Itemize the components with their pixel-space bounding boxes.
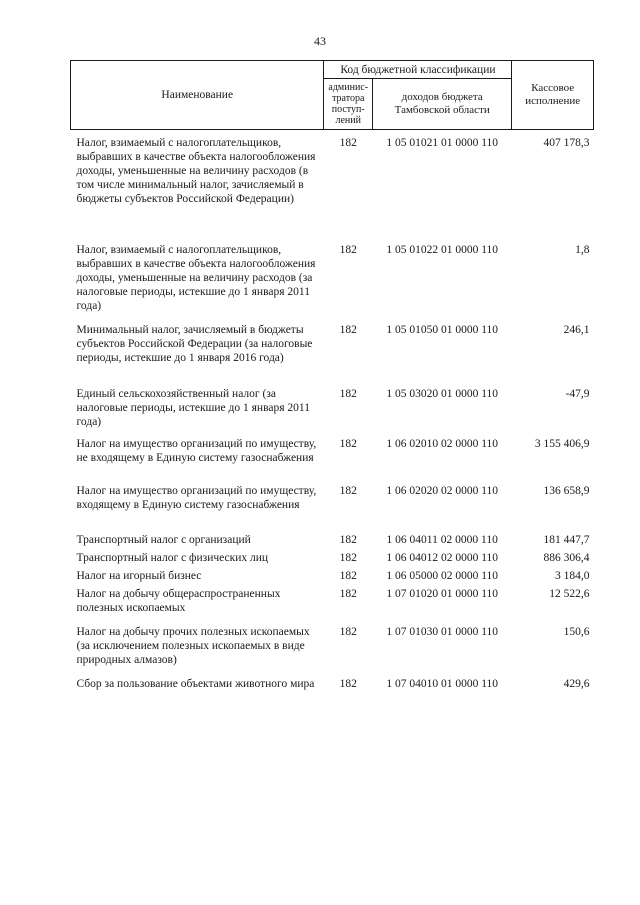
table-row (71, 237, 594, 317)
table-row (71, 671, 594, 707)
cell-name: Минимальный налог, зачисляемый в бюджеты субъектов Российской Федерации (за налоговые периоды, истекшие до 1 января 2016 года) (76, 323, 313, 364)
cell-admin: 182 (339, 323, 357, 336)
cell-value: 429,6 (563, 677, 590, 690)
header-name: Наименование (71, 61, 324, 130)
budget-table (70, 60, 594, 707)
cell-name: Налог, взимаемый с налогоплательщиков, выбравших в качестве объекта налогообложения доходы, уменьшенные на величину расходов (за налоговые периоды, истекшие до 1 января 2011 года) (76, 243, 316, 312)
table-header (71, 61, 594, 130)
cell-name: Налог на игорный бизнес (76, 569, 202, 582)
cell-admin: 182 (339, 484, 357, 497)
cell-admin: 182 (339, 569, 357, 582)
cell-code: 1 06 05000 02 0000 110 (386, 569, 499, 582)
cell-name: Налог на добычу общераспространенных полезных ископаемых (76, 587, 281, 614)
cell-code: 1 05 03020 01 0000 110 (386, 387, 499, 400)
cell-name: Транспортный налог с физических лиц (76, 551, 269, 564)
cell-name: Единый сельскохозяйственный налог (за налоговые периоды, истекшие до 1 января 2011 года) (76, 387, 310, 428)
cell-code: 1 07 04010 01 0000 110 (386, 677, 499, 690)
cell-value: 181 447,7 (543, 533, 590, 546)
cell-admin: 182 (339, 551, 357, 564)
table-row (71, 619, 594, 671)
table-row (71, 317, 594, 381)
cell-value: 3 184,0 (555, 569, 590, 582)
cell-code: 1 06 02020 02 0000 110 (386, 484, 499, 497)
table-row (71, 567, 594, 585)
header-admin: админис-тратора поступ-лений (324, 79, 373, 130)
cell-name: Налог, взимаемый с налогоплательщиков, выбравших в качестве объекта налогообложения доходы, уменьшенные на величину расходов (в том числе минимальный налог, зачисляемый в бюджеты субъектов Российской Федерации) (76, 137, 316, 205)
cell-name: Налог на имущество организаций по имуществу, не входящему в Единую систему газоснабжения (76, 437, 317, 464)
cell-value: 407 178,3 (543, 137, 590, 149)
cell-value: 136 658,9 (543, 484, 590, 497)
cell-admin: 182 (339, 243, 357, 256)
cell-name: Сбор за пользование объектами животного мира (76, 677, 315, 690)
cell-admin: 182 (339, 387, 357, 400)
table-body (71, 130, 594, 707)
page-number: 43 (314, 34, 326, 48)
cell-code: 1 07 01030 01 0000 110 (386, 625, 499, 638)
cell-code: 1 07 01020 01 0000 110 (386, 587, 499, 600)
cell-code: 1 06 04012 02 0000 110 (386, 551, 499, 564)
cell-name: Налог на добычу прочих полезных ископаемых (за исключением полезных ископаемых в виде природных алмазов) (76, 625, 310, 666)
cell-code: 1 06 02010 02 0000 110 (386, 437, 499, 450)
table-row (71, 431, 594, 478)
cell-name: Налог на имущество организаций по имуществу, входящему в Единую систему газоснабжения (76, 484, 317, 511)
header-income: доходов бюджета Тамбовской области (373, 79, 512, 130)
table-row (71, 381, 594, 431)
cell-admin: 182 (339, 533, 357, 546)
cell-value: 12 522,6 (549, 587, 590, 600)
cell-value: 246,1 (563, 323, 590, 336)
cell-value: 150,6 (563, 625, 590, 638)
table-row (71, 549, 594, 567)
cell-value: 886 306,4 (543, 551, 590, 564)
cell-admin: 182 (339, 625, 357, 638)
cell-admin: 182 (339, 677, 357, 690)
cell-value: 1,8 (575, 243, 590, 256)
table-row (71, 478, 594, 531)
header-code-group: Код бюджетной классификации (324, 61, 512, 79)
cell-value: 3 155 406,9 (534, 437, 590, 450)
cell-code: 1 05 01021 01 0000 110 (386, 137, 499, 149)
cell-admin: 182 (339, 437, 357, 450)
cell-admin: 182 (339, 137, 357, 149)
cell-code: 1 06 04011 02 0000 110 (386, 533, 498, 546)
cell-admin: 182 (339, 587, 357, 600)
table-row (71, 531, 594, 549)
cell-name: Транспортный налог с организаций (76, 533, 251, 546)
cell-code: 1 05 01022 01 0000 110 (386, 243, 499, 256)
table-row (71, 585, 594, 619)
cell-value: -47,9 (565, 387, 590, 400)
header-execution: Кассовое исполнение (512, 61, 594, 130)
table-row (71, 130, 594, 237)
cell-code: 1 05 01050 01 0000 110 (386, 323, 499, 336)
